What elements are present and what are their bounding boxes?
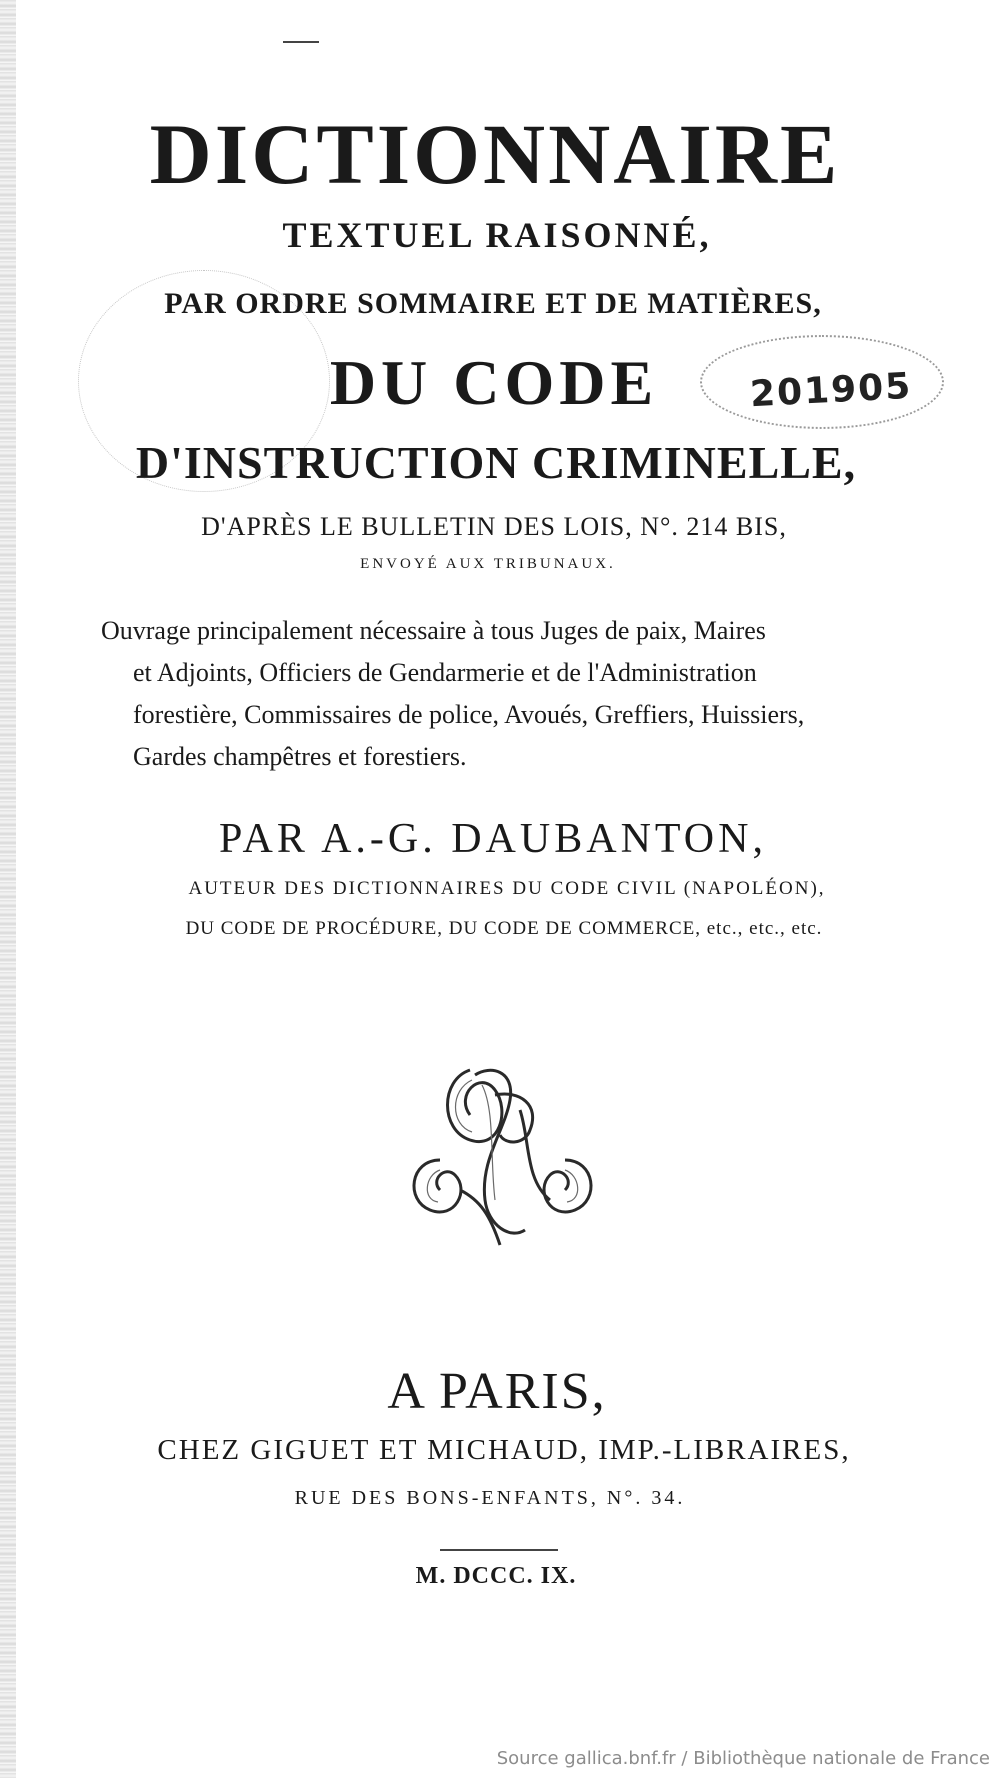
sent-to-tribunals-line: ENVOYÉ AUX TRIBUNAUX.: [360, 556, 616, 572]
publisher-address: RUE DES BONS-ENFANTS, N°. 34.: [294, 1487, 686, 1509]
description-line: forestière, Commissaires de police, Avoués, Greffiers, Huissiers,: [133, 700, 805, 729]
author-name: PAR A.-G. DAUBANTON,: [219, 816, 767, 862]
publisher: CHEZ GIGUET ET MICHAUD, IMP.-LIBRAIRES,: [157, 1434, 851, 1466]
publication-year: M. DCCC. IX.: [415, 1563, 577, 1589]
criminal-code-heading: D'INSTRUCTION CRIMINELLE,: [135, 437, 857, 488]
stamp-number: 201905: [749, 365, 914, 416]
top-rule: [283, 41, 319, 43]
bulletin-line: D'APRÈS LE BULLETIN DES LOIS, N°. 214 BIS,: [201, 512, 787, 541]
printer-monogram-icon: [400, 1050, 610, 1250]
description-line: Gardes champêtres et forestiers.: [133, 742, 467, 771]
audience-description: [101, 610, 911, 778]
description-line: Ouvrage principalement nécessaire à tous Juges de paix, Maires: [101, 616, 766, 645]
source-credit: Source gallica.bnf.fr / Bibliothèque nationale de France: [496, 1748, 990, 1769]
publication-city: A PARIS,: [387, 1363, 607, 1420]
book-title: DICTIONNAIRE: [149, 106, 841, 202]
du-code-heading: DU CODE: [329, 347, 659, 418]
author-credentials-line-2: DU CODE DE PROCÉDURE, DU CODE DE COMMERCE, etc., etc., etc.: [185, 918, 823, 939]
year-rule: [440, 1549, 558, 1551]
description-line: et Adjoints, Officiers de Gendarmerie et de l'Administration: [133, 658, 757, 687]
book-subtitle: TEXTUEL RAISONNÉ,: [282, 215, 712, 255]
author-credentials-line-1: AUTEUR DES DICTIONNAIRES DU CODE CIVIL (NAPOLÉON),: [188, 878, 826, 899]
order-line: PAR ORDRE SOMMAIRE ET DE MATIÈRES,: [164, 287, 822, 320]
